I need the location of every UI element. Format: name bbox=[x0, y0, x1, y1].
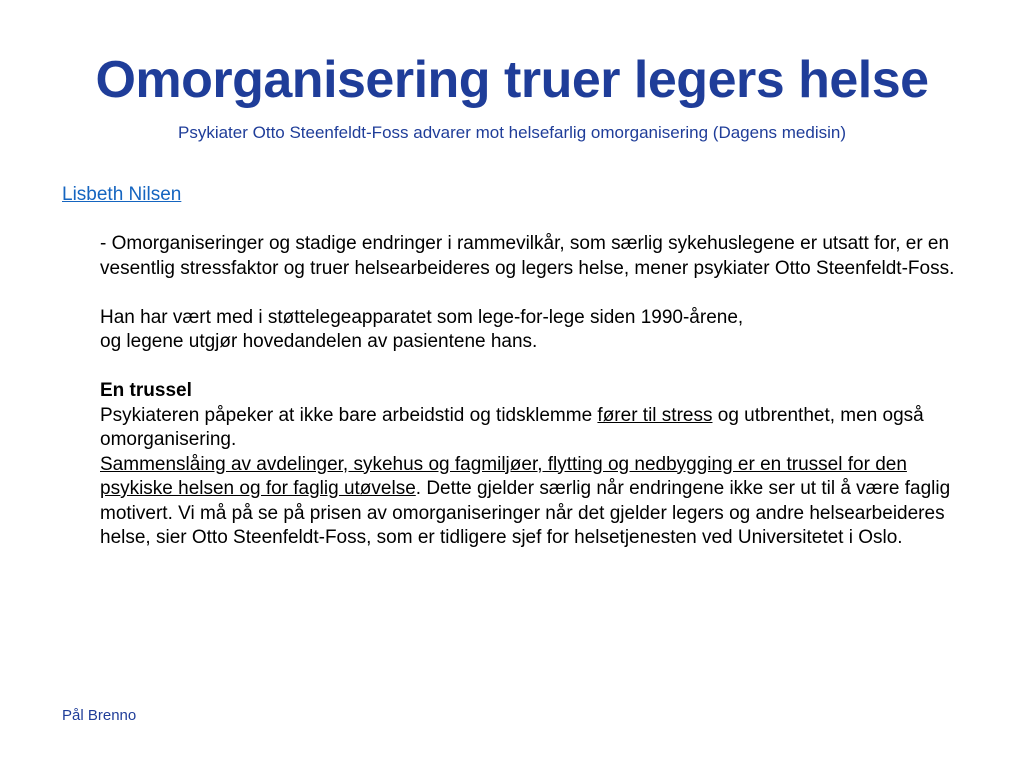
article-body bbox=[100, 232, 970, 551]
slide-subtitle: Psykiater Otto Steenfeldt-Foss advarer mot helsefarlig omorganisering (Dagens medisin) bbox=[177, 123, 846, 142]
paragraph-background-line2: og legene utgjør hovedandelen av pasientene hans. bbox=[100, 331, 538, 352]
underlined-threat-phrase: Sammenslåing av avdelinger, sykehus og fagmiljøer, flytting og nedbygging er en trussel for den psykiske helsen og for faglig utøvelse bbox=[100, 453, 907, 499]
paragraph-threat-text-a: Psykiateren påpeker at ikke bare arbeidstid og tidsklemme bbox=[100, 404, 598, 426]
author-link[interactable]: Lisbeth Nilsen bbox=[62, 184, 182, 205]
spacer bbox=[100, 281, 970, 306]
paragraph-background-line1: Han har vært med i støttelegeapparatet som lege-for-lege siden 1990-årene, bbox=[100, 306, 744, 328]
section-heading: En trussel bbox=[100, 380, 192, 401]
spacer bbox=[100, 355, 970, 380]
slide-title: Omorganisering truer legers helse bbox=[95, 51, 929, 109]
underlined-stress-phrase: fører til stress bbox=[597, 404, 713, 426]
footer-author: Pål Brenno bbox=[62, 707, 137, 724]
paragraph-threat bbox=[100, 404, 970, 551]
paragraph-intro: - Omorganiseringer og stadige endringer i rammevilkår, som særlig sykehuslegene er utsatt for, er en vesentlig stressfaktor og truer helsearbeideres og legers helse, mener psykiater Otto Steenfeldt-Foss. bbox=[100, 233, 955, 279]
paragraph-threat-text-b: og utbrenthet, men også omorganisering. bbox=[100, 404, 924, 450]
paragraph-threat-text-c: . Dette gjelder særlig når endringene ikke ser ut til å være faglig motivert. Vi må på se på prisen av omorganiseringer når det gjelder legers og andre helsearbeideres helse, sier Otto Steenfeldt-Foss, som er tidligere sjef for helsetjenesten ved Universitetet i Oslo. bbox=[100, 478, 951, 548]
paragraph-background bbox=[100, 306, 970, 355]
